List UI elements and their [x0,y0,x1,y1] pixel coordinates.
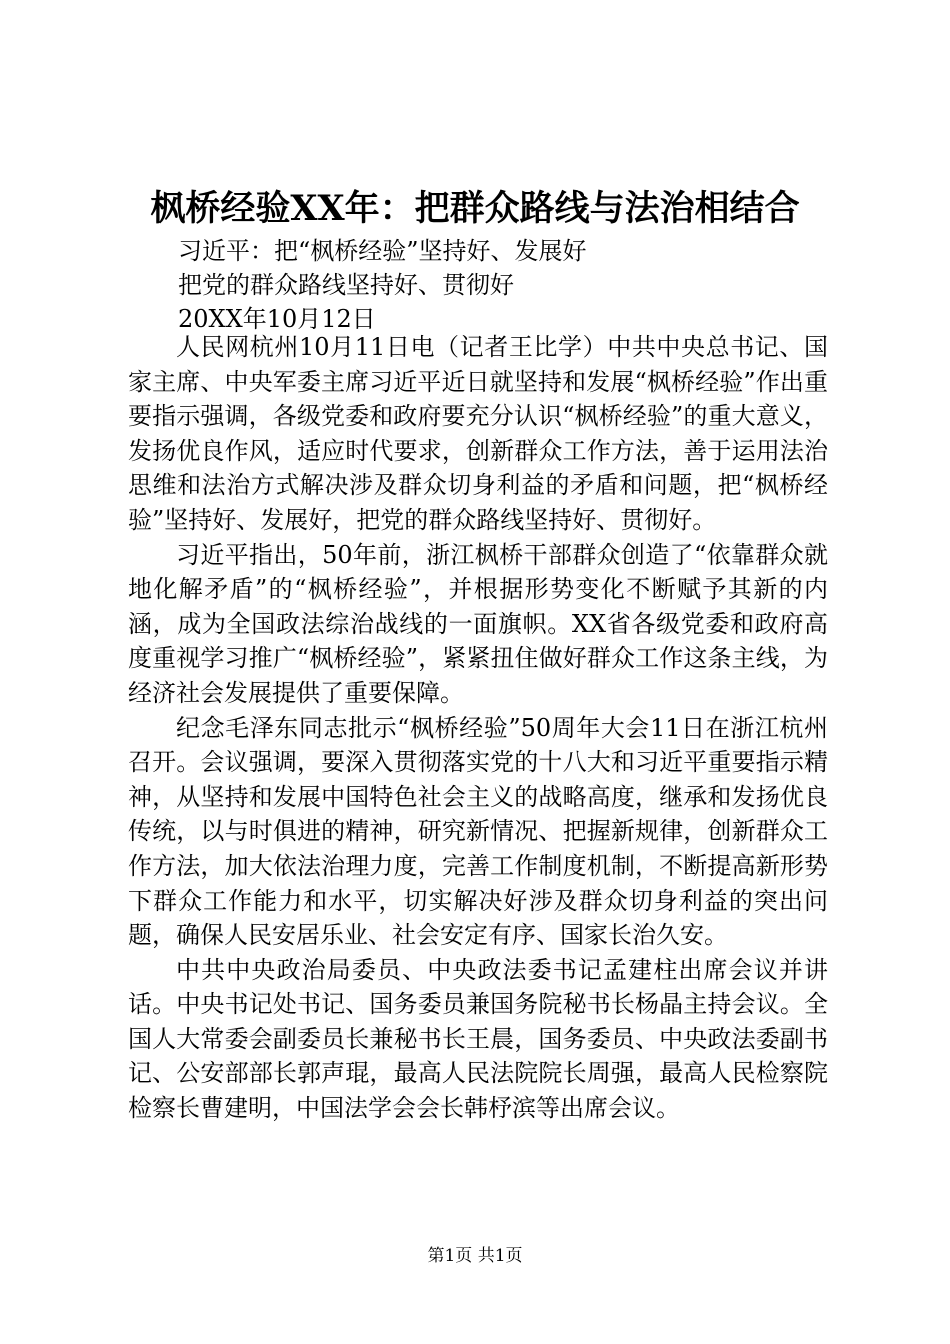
article-body [128,330,828,1126]
lead-date: 20XX年10月12日 [178,305,376,333]
page-footer: 第1页 共1页 [427,1246,523,1266]
lead-line-2: 把党的群众路线坚持好、贯彻好 [178,271,514,299]
paragraph-1: 人民网杭州10月11日电（记者王比学）中共中央总书记、国家主席、中央军委主席习近平近日就坚持和发展“枫桥经验”作出重要指示强调，各级党委和政府要充分认识“枫桥经验”的重大意义，发扬优良作风，适应时代要求，创新群众工作方法，善于运用法治思维和法治方式解决涉及群众切身利益的矛盾和问题，把“枫桥经验”坚持好、发展好，把党的群众路线坚持好、贯彻好。 [128,333,828,534]
paragraph-2: 习近平指出，50年前，浙江枫桥干部群众创造了“依靠群众就地化解矛盾”的“枫桥经验”，并根据形势变化不断赋予其新的内涵，成为全国政法综治战线的一面旗帜。XX省各级党委和政府高度重视学习推广“枫桥经验”，紧紧扭住做好群众工作这条主线，为经济社会发展提供了重要保障。 [128,540,828,707]
paragraph-4: 中共中央政治局委员、中央政法委书记孟建柱出席会议并讲话。中央书记处书记、国务委员兼国务院秘书长杨晶主持会议。全国人大常委会副委员长兼秘书长王晨，国务委员、中央政法委副书记、公安部部长郭声琨，最高人民法院院长周强，最高人民检察院检察长曹建明，中国法学会会长韩杼滨等出席会议。 [128,955,828,1123]
lead-line-1: 习近平：把“枫桥经验”坚持好、发展好 [178,237,587,265]
paragraph-3: 纪念毛泽东同志批示“枫桥经验”50周年大会11日在浙江杭州召开。会议强调，要深入贯彻落实党的十八大和习近平重要指示精神，从坚持和发展中国特色社会主义的战略高度，继承和发扬优良传统，以与时俱进的精神，研究新情况、把握新规律，创新群众工作方法，加大依法治理力度，完善工作制度机制，不断提高新形势下群众工作能力和水平，切实解决好涉及群众切身利益的突出问题，确保人民安居乐业、社会安定有序、国家长治久安。 [128,713,828,950]
document-title: 枫桥经验XX年：把群众路线与法治相结合 [150,188,800,229]
